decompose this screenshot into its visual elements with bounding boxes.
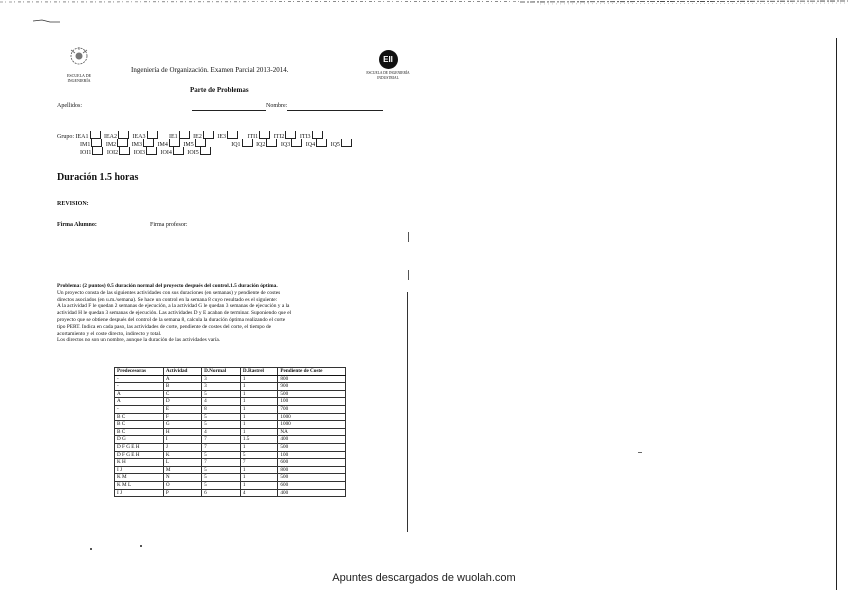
eii-logo (366, 50, 410, 80)
nombre-label: Nombre: (266, 103, 288, 109)
cell-crash: 1 (240, 398, 277, 406)
table-header-row (115, 368, 346, 376)
group-label: IOI1 (80, 150, 92, 156)
cell-normal: 7 (202, 459, 241, 467)
table-row (115, 413, 346, 421)
margin-mark (408, 270, 409, 280)
group-label: IOI2 (106, 150, 119, 156)
cell-crash: 1 (240, 405, 277, 413)
cell-crash: 1 (240, 390, 277, 398)
cell-cost-slope: 600 (278, 481, 346, 489)
cell-cost-slope: 900 (278, 383, 346, 391)
group-label: IOI5 (187, 150, 199, 156)
page-edge (836, 38, 837, 590)
group-checkbox[interactable] (90, 131, 101, 139)
cell-cost-slope: 1000 (278, 413, 346, 421)
right-logo-caption: ESCUELA DE INGENIERÍA INDUSTRIAL (366, 71, 410, 80)
cell-cost-slope: 800 (278, 375, 346, 383)
cell-predecessors: K H (115, 459, 164, 467)
cell-normal: 4 (202, 428, 241, 436)
table-row (115, 451, 346, 459)
group-label: IM4 (157, 142, 168, 148)
cell-activity: A (163, 375, 201, 383)
group-checkbox[interactable] (312, 131, 323, 139)
column-header: Pendiente de Coste (278, 368, 346, 376)
problem-line: acortamiento y el coste directo, indirecto y total. (57, 330, 162, 337)
cell-activity: C (163, 390, 201, 398)
cell-predecessors: D G (115, 436, 164, 444)
problem-line: A la actividad F le quedan 2 semanas de ejecución, a la actividad G le quedan 3 semanas de ejecución y a la (57, 303, 290, 310)
group-checkbox[interactable] (200, 147, 211, 155)
table-row (115, 489, 346, 497)
table-row (115, 459, 346, 467)
cell-normal: 5 (202, 466, 241, 474)
table-row (115, 481, 346, 489)
cell-predecessors: - (115, 383, 164, 391)
group-checkbox[interactable] (117, 139, 128, 147)
problem-line: actividad H le quedan 3 semanas de ejecución. Las actividades D y E acaban de terminar. Suponiendo que el (57, 310, 292, 317)
revision-label: REVISION: (57, 201, 89, 207)
cell-predecessors: B C (115, 421, 164, 429)
group-checkbox[interactable] (119, 147, 130, 155)
nombre-line (287, 110, 383, 111)
cell-predecessors: - (115, 405, 164, 413)
cell-predecessors: A (115, 398, 164, 406)
cell-crash: 1 (240, 428, 277, 436)
group-label: IEA3 (132, 134, 146, 140)
cell-crash: 1 (240, 466, 277, 474)
group-checkbox[interactable] (92, 147, 103, 155)
cell-crash: 1 (240, 375, 277, 383)
apellidos-field[interactable] (57, 103, 82, 111)
table-row (115, 436, 346, 444)
problem-line: tipo PERT. Indica en cada paso, las actividades de corte, pendiente de costes del corte, el tiempo de (57, 323, 272, 330)
group-label: IM5 (183, 142, 194, 148)
group-label: IQ4 (305, 142, 316, 148)
cell-activity: D (163, 398, 201, 406)
cell-predecessors: A (115, 390, 164, 398)
group-checkbox[interactable] (147, 131, 158, 139)
cell-activity: B (163, 383, 201, 391)
group-checkbox[interactable] (259, 131, 270, 139)
cell-normal: 5 (202, 481, 241, 489)
cell-activity: P (163, 489, 201, 497)
group-label: IQ1 (231, 142, 241, 148)
grupo-label: Grupo: (57, 134, 74, 140)
cell-cost-slope: 1000 (278, 421, 346, 429)
cell-crash: 1 (240, 481, 277, 489)
cell-normal: 5 (202, 390, 241, 398)
cell-activity: J (163, 443, 201, 451)
problem-line: Los directos no son un nombre, aunque la duración de las actividades varía. (57, 337, 221, 344)
cell-activity: H (163, 428, 201, 436)
group-checkbox[interactable] (91, 139, 102, 147)
group-checkbox[interactable] (118, 131, 129, 139)
cell-predecessors: K M L (115, 481, 164, 489)
duration-heading: Duración 1.5 horas (57, 172, 139, 183)
cell-crash: 1 (240, 421, 277, 429)
cell-activity: O (163, 481, 201, 489)
cell-cost-slope: NA (278, 428, 346, 436)
table-row (115, 428, 346, 436)
cell-normal: 3 (202, 375, 241, 383)
cell-normal: 5 (202, 413, 241, 421)
section-title: Parte de Problemas (190, 86, 249, 94)
cell-crash: 7 (240, 459, 277, 467)
group-checkbox[interactable] (203, 131, 214, 139)
cell-predecessors: B C (115, 428, 164, 436)
problem-line: directos asociados (en u.m./semana). Se hace un control en la semana 8 cuyo resultado es el siguiente: (57, 296, 278, 303)
activity-table (114, 367, 346, 497)
column-header: D.Normal (202, 368, 241, 376)
margin-rule (407, 292, 408, 532)
cell-normal: 6 (202, 489, 241, 497)
cell-normal: 7 (202, 443, 241, 451)
table-row (115, 443, 346, 451)
cell-cost-slope: 500 (278, 474, 346, 482)
group-checkbox[interactable] (195, 139, 206, 147)
group-label: ITI3 (299, 134, 311, 140)
cell-normal: 3 (202, 383, 241, 391)
school-emblem-icon (66, 46, 92, 68)
group-checkbox[interactable] (316, 139, 327, 147)
cell-crash: 1 (240, 474, 277, 482)
group-label: IE1 (169, 134, 178, 140)
school-logo (56, 46, 102, 83)
problem-line: Un proyecto consta de las siguientes actividades con sus duraciones (en semanas) y pendiente de costes (57, 289, 281, 296)
download-footer[interactable]: Apuntes descargados de wuolah.com (332, 572, 516, 584)
scan-speck (638, 452, 642, 453)
cell-predecessors: D F G E H (115, 451, 164, 459)
problem-heading: Problema: (2 puntos) 0.5 duración normal del proyecto después del control.1.5 duración óptima. (57, 283, 278, 289)
group-label: IOI3 (133, 150, 146, 156)
cell-cost-slope: 400 (278, 489, 346, 497)
cell-normal: 5 (202, 451, 241, 459)
firma-profesor-label: Firma profesor: (150, 222, 188, 228)
cell-activity: N (163, 474, 201, 482)
cell-predecessors: I J (115, 489, 164, 497)
cell-crash: 1 (240, 443, 277, 451)
table-row (115, 383, 346, 391)
table-row (115, 390, 346, 398)
column-header: D.Rastrel (240, 368, 277, 376)
group-checkbox[interactable] (242, 139, 253, 147)
cell-normal: 5 (202, 474, 241, 482)
group-checkbox[interactable] (146, 147, 157, 155)
cell-normal: 7 (202, 436, 241, 444)
group-checkbox[interactable] (341, 139, 352, 147)
group-checkbox[interactable] (291, 139, 302, 147)
cell-cost-slope: 700 (278, 405, 346, 413)
group-checkbox[interactable] (143, 139, 154, 147)
group-row-3 (80, 147, 213, 158)
exam-title: Ingeniería de Organización. Examen Parcial 2013-2014. (131, 66, 289, 74)
cell-cost-slope: 500 (278, 390, 346, 398)
left-logo-caption: ESCUELA DE INGENIERÍA (66, 73, 92, 83)
group-checkbox[interactable] (266, 139, 277, 147)
cell-cost-slope: 600 (278, 459, 346, 467)
group-label: IM2 (105, 142, 117, 148)
group-label: IM3 (131, 142, 143, 148)
margin-mark (408, 232, 409, 242)
problem-line: proyecto que se obtiene después del control de la semana 8, calcula la duración óptima realizando el corte (57, 316, 286, 323)
group-label: IE2 (193, 134, 202, 140)
cell-crash: 4 (240, 489, 277, 497)
group-checkbox[interactable] (169, 139, 180, 147)
scan-mark (32, 18, 62, 24)
column-header: Actividad (163, 368, 201, 376)
cell-cost-slope: 800 (278, 466, 346, 474)
group-checkbox[interactable] (179, 131, 190, 139)
cell-activity: E (163, 405, 201, 413)
cell-predecessors: I J (115, 466, 164, 474)
group-checkbox[interactable] (227, 131, 238, 139)
group-label: IM1 (80, 142, 91, 148)
cell-predecessors: D F G E H (115, 443, 164, 451)
cell-cost-slope: 100 (278, 451, 346, 459)
cell-normal: 5 (202, 421, 241, 429)
group-label: IQ3 (280, 142, 291, 148)
cell-predecessors: B C (115, 413, 164, 421)
group-label: IOI4 (160, 150, 172, 156)
cell-normal: 4 (202, 398, 241, 406)
apellidos-line (192, 110, 266, 111)
table-row (115, 398, 346, 406)
cell-activity: L (163, 459, 201, 467)
group-label: ITI2 (273, 134, 285, 140)
group-label: IEA2 (104, 134, 117, 140)
cell-crash: 5 (240, 451, 277, 459)
group-label: IE3 (217, 134, 227, 140)
table-row (115, 375, 346, 383)
table-row (115, 474, 346, 482)
column-header: Predecesoras (115, 368, 164, 376)
cell-predecessors: K M (115, 474, 164, 482)
cell-activity: I (163, 436, 201, 444)
apellidos-label: Apellidos: (57, 103, 82, 109)
scan-speck (140, 545, 142, 547)
group-checkbox[interactable] (285, 131, 296, 139)
cell-activity: F (163, 413, 201, 421)
cell-cost-slope: 400 (278, 436, 346, 444)
cell-cost-slope: 100 (278, 398, 346, 406)
scan-speck (90, 548, 92, 550)
cell-activity: M (163, 466, 201, 474)
cell-predecessors: - (115, 375, 164, 383)
group-label: IEA1 (75, 134, 89, 140)
eii-badge: EII (379, 50, 398, 69)
group-label: IQ5 (330, 142, 340, 148)
cell-crash: 1 (240, 413, 277, 421)
cell-normal: 8 (202, 405, 241, 413)
table-row (115, 421, 346, 429)
group-label: IQ2 (256, 142, 266, 148)
table-row (115, 466, 346, 474)
cell-crash: 1 (240, 383, 277, 391)
firma-alumno-label: Firma Alumno: (57, 222, 97, 228)
group-checkbox[interactable] (173, 147, 184, 155)
table-row (115, 405, 346, 413)
nombre-field[interactable] (192, 103, 383, 111)
cell-activity: G (163, 421, 201, 429)
scan-artifact-top (0, 0, 848, 8)
group-label: ITI1 (247, 134, 259, 140)
cell-crash: 1.5 (240, 436, 277, 444)
cell-activity: K (163, 451, 201, 459)
problem-statement (57, 283, 403, 344)
cell-cost-slope: 500 (278, 443, 346, 451)
